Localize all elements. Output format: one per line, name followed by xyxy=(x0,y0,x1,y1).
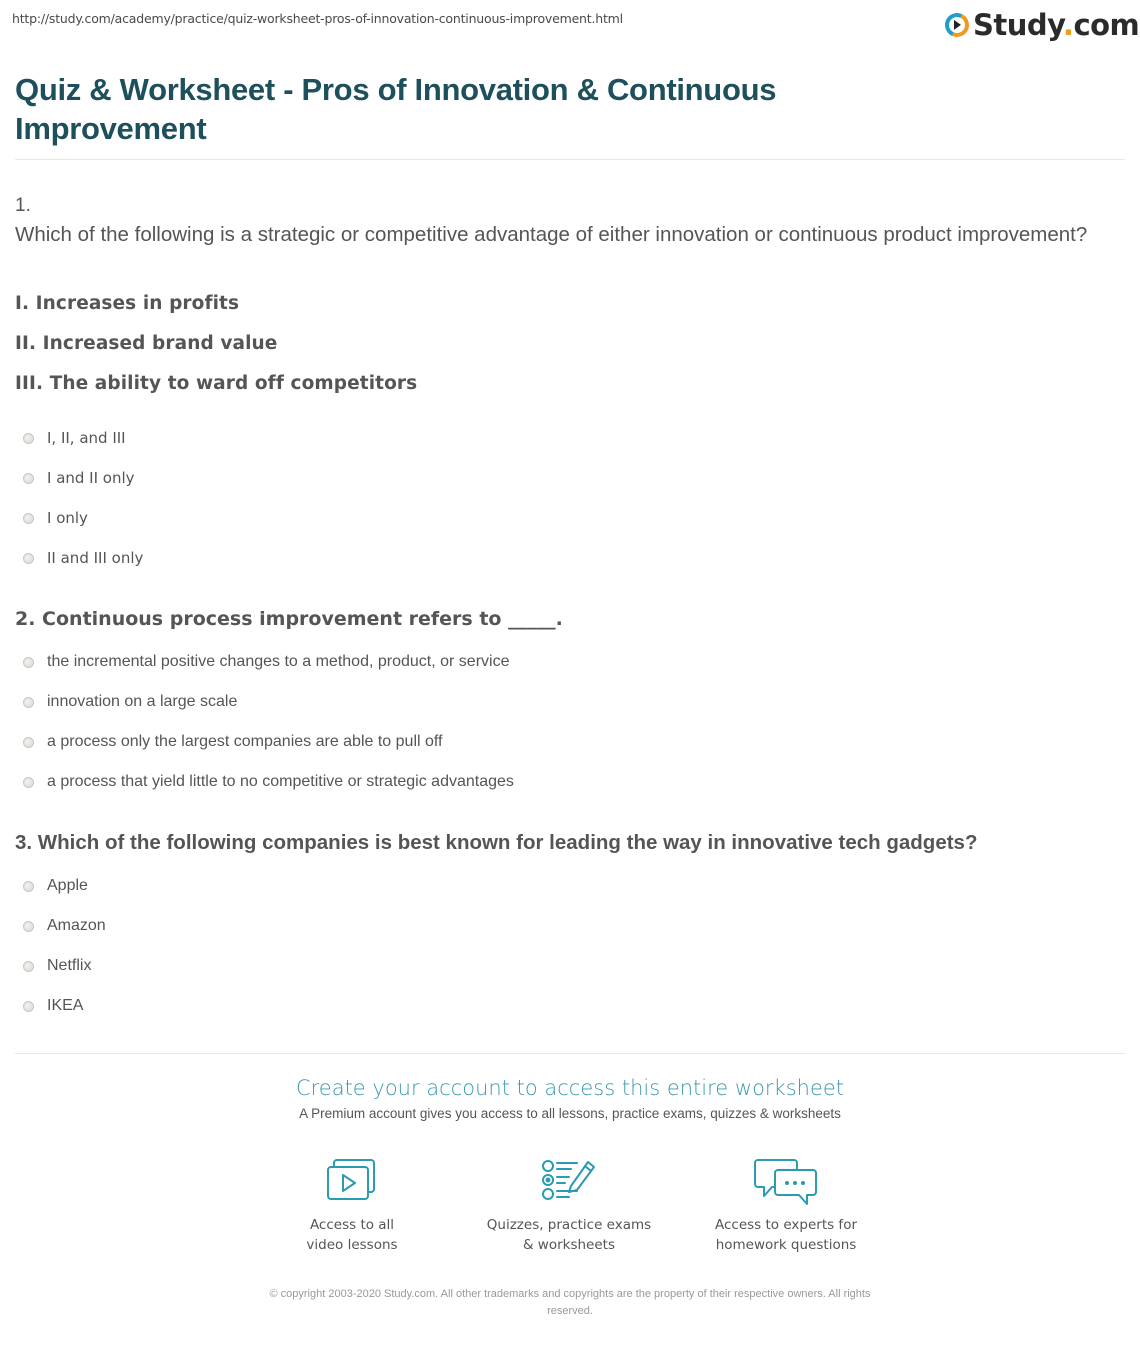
radio-button[interactable] xyxy=(23,737,34,748)
option-label: a process that yield little to no competitive or strategic advantages xyxy=(47,773,514,790)
radio-button[interactable] xyxy=(23,961,34,972)
option-label: the incremental positive changes to a method, product, or service xyxy=(47,653,510,670)
radio-button[interactable] xyxy=(23,777,34,788)
feature-label-line1: Access to all xyxy=(309,1217,395,1233)
copyright-notice xyxy=(200,1286,940,1320)
statement: I. Increases in profits xyxy=(15,293,240,314)
feature-label-line1: Quizzes, practice exams xyxy=(486,1217,652,1233)
radio-button[interactable] xyxy=(23,433,34,444)
study-logo[interactable] xyxy=(945,8,1139,42)
statement: III. The ability to ward off competitors xyxy=(15,373,418,394)
answer-option[interactable] xyxy=(23,426,126,450)
feature-video-lessons xyxy=(252,1158,452,1255)
cta-subtitle: A Premium account gives you access to all lessons, practice exams, quizzes & worksheets xyxy=(299,1106,841,1121)
copyright-line: reserved. xyxy=(547,1305,593,1317)
statement: II. Increased brand value xyxy=(15,333,278,354)
radio-button[interactable] xyxy=(23,881,34,892)
play-logo-icon xyxy=(942,10,973,41)
copyright-line: © copyright 2003-2020 Study.com. All other trademarks and copyrights are the property of their respective owners. All rights xyxy=(269,1288,871,1300)
answer-option[interactable] xyxy=(23,730,443,754)
question-text: Which of the following is a strategic or competitive advantage of either innovation or continuous product improvement? xyxy=(15,223,1088,246)
feature-quizzes xyxy=(469,1158,669,1255)
divider xyxy=(15,159,1125,160)
question-number: 1. xyxy=(15,195,31,216)
option-label: I and II only xyxy=(47,469,135,487)
divider xyxy=(15,1053,1125,1054)
radio-button[interactable] xyxy=(23,473,34,484)
radio-button[interactable] xyxy=(23,921,34,932)
radio-button[interactable] xyxy=(23,1001,34,1012)
radio-button[interactable] xyxy=(23,657,34,668)
option-label: Apple xyxy=(47,877,88,894)
answer-option[interactable] xyxy=(23,650,509,674)
option-label: Netflix xyxy=(47,957,92,974)
feature-label-line1: Access to experts for xyxy=(714,1217,857,1233)
option-label: Amazon xyxy=(47,917,106,934)
video-lessons-icon xyxy=(326,1158,378,1202)
option-label: II and III only xyxy=(47,549,144,567)
feature-label-line2: homework questions xyxy=(715,1237,857,1253)
answer-option[interactable] xyxy=(23,466,135,490)
quiz-checklist-icon xyxy=(541,1158,597,1202)
question-text: 3. Which of the following companies is best known for leading the way in innovative tech gadgets? xyxy=(15,831,978,854)
feature-label-line2: video lessons xyxy=(306,1237,398,1253)
answer-option[interactable] xyxy=(23,690,237,714)
answer-option[interactable] xyxy=(23,506,88,530)
answer-option[interactable] xyxy=(23,874,88,898)
chat-bubbles-icon xyxy=(754,1158,818,1208)
radio-button[interactable] xyxy=(23,513,34,524)
page-url: http://study.com/academy/practice/quiz-worksheet-pros-of-innovation-continuous-improvement.html xyxy=(12,11,623,26)
option-label: I only xyxy=(47,509,88,527)
answer-option[interactable] xyxy=(23,954,91,978)
radio-button[interactable] xyxy=(23,697,34,708)
feature-label-line2: & worksheets xyxy=(522,1237,615,1253)
answer-option[interactable] xyxy=(23,994,83,1018)
answer-option[interactable] xyxy=(23,546,143,570)
create-account-link[interactable]: Create your account to access this entire worksheet xyxy=(295,1076,845,1100)
feature-experts xyxy=(686,1158,886,1255)
option-label: innovation on a large scale xyxy=(47,693,238,710)
option-label: a process only the largest companies are able to pull off xyxy=(47,733,443,750)
question-text: 2. Continuous process improvement refers to _____. xyxy=(15,608,563,630)
page-title: Quiz & Worksheet - Pros of Innovation & Continuous Improvement xyxy=(15,72,777,146)
answer-option[interactable] xyxy=(23,770,514,794)
answer-option[interactable] xyxy=(23,914,106,938)
option-label: I, II, and III xyxy=(47,429,126,447)
logo-wordmark: Study.com xyxy=(973,8,1140,42)
option-label: IKEA xyxy=(47,997,84,1014)
radio-button[interactable] xyxy=(23,553,34,564)
